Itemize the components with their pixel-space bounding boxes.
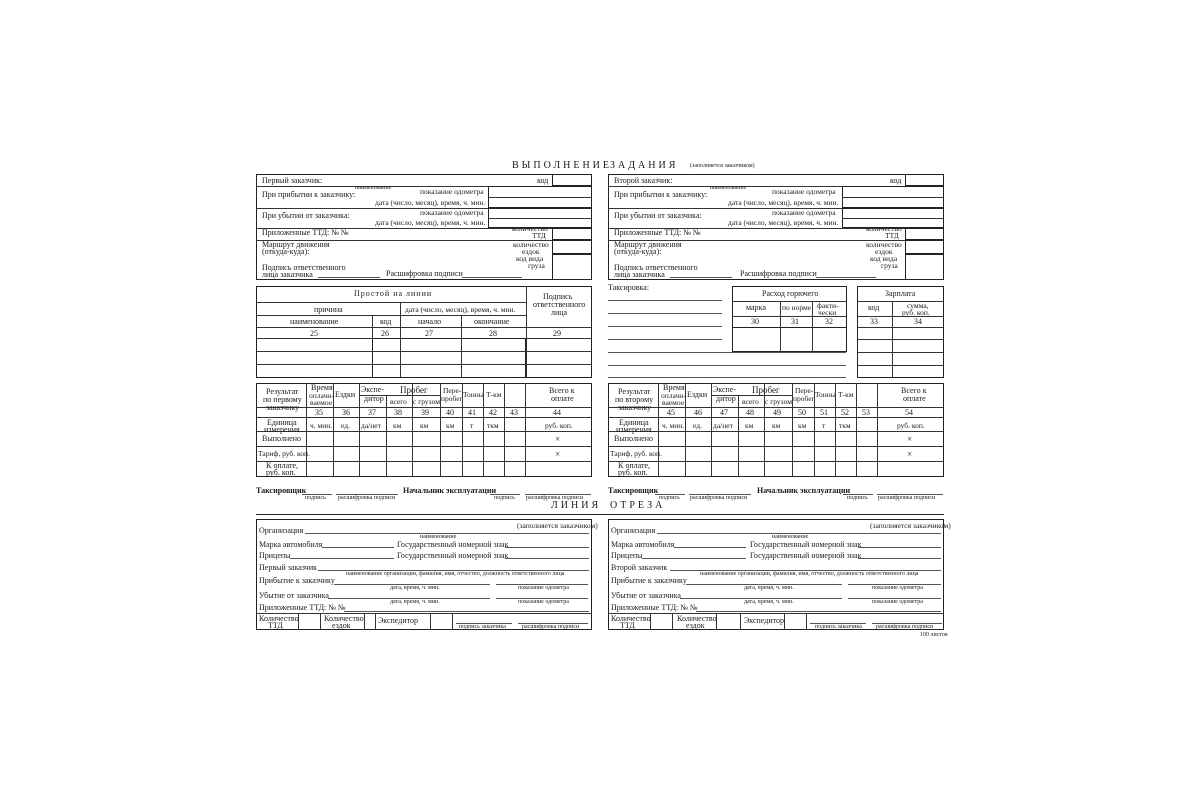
rl-cross-icon: × (555, 449, 561, 459)
rr-cross-icon: × (907, 449, 913, 459)
rr-ezdki: Ездки (687, 390, 708, 399)
rr-u-t: т (822, 421, 826, 430)
rr-eksp2: дитор (716, 394, 736, 403)
cr-naim: наименование (772, 534, 809, 540)
footer-left-podpis2: подпись (494, 495, 515, 501)
cr-odometr: показание одометра (872, 585, 923, 591)
cr-ubytie: Убытие от заказчика (611, 591, 681, 600)
cl-marka: Марка автомобиля (259, 540, 323, 549)
footer-right-podpis2: подпись (847, 495, 868, 501)
footer-left-nach: Начальник эксплуатации (403, 486, 497, 495)
left-customer-title: Первый заказчик: (262, 176, 323, 185)
fuel-n32: 32 (825, 317, 833, 326)
rr-u-danet: да/нет (713, 421, 733, 430)
rr-num: 48 (746, 408, 754, 417)
prostoy-n29: 29 (553, 329, 561, 338)
rl-vsego: всего (390, 397, 407, 406)
cut-line-left: ЛИНИЯ (551, 500, 602, 511)
left-kod-cell (552, 174, 592, 186)
rl-u-ed: ед. (341, 421, 350, 430)
rl-vremya3: ваемое (310, 398, 333, 407)
rl-u-danet: да/нет (361, 421, 381, 430)
cl-kole2: ездок (332, 621, 351, 630)
right-route2: (откуда-куда): (614, 247, 662, 256)
left-datetime2: дата (число, месяц), время, ч. мин. (375, 218, 486, 227)
cr-kol2: ТТД (620, 621, 635, 630)
left-odometer2: показание одометра (420, 208, 484, 217)
rl-cross-icon: × (555, 434, 561, 444)
cr-eksp: Экспедитор (744, 616, 784, 625)
cl-gos: Государственный номерной знак (397, 540, 509, 549)
right-naim: наименование (710, 185, 747, 191)
rr-u-km3: км (798, 421, 807, 430)
cr-kol1: Количество (611, 614, 651, 623)
rl-itog1: Всего к (549, 386, 575, 395)
rl-per2: пробег (441, 394, 463, 403)
prostoy-n26: 26 (381, 329, 389, 338)
rr-num: 47 (720, 408, 728, 417)
left-sign1: Подпись ответственного (262, 263, 346, 272)
rr-num: 53 (862, 408, 870, 417)
cr-zak-note: наименование организации, фамилия, имя, отчество, должность ответственного лица (700, 571, 919, 577)
fuel-fakt2: чески (818, 308, 837, 317)
left-rassh: Расшифровка подписи (386, 269, 463, 278)
right-datetime2: дата (число, месяц), время, ч. мин. (728, 218, 839, 227)
right-departure-label: При убытии от заказчика: (614, 211, 702, 220)
rl-vypolneno: Выполнено (262, 434, 301, 443)
footer-right-nach: Начальник эксплуатации (757, 486, 851, 495)
prostoy-sign2: ответственного (533, 300, 586, 309)
right-ttd-short: ТТД (885, 231, 899, 240)
cut-line (256, 514, 944, 515)
cr-pribytie: Прибытие к заказчику (611, 576, 687, 585)
fuel-marka: марка (746, 303, 766, 312)
rl-h2: по первому (263, 395, 302, 404)
rl-eksp2: дитор (364, 394, 384, 403)
cl-eksp: Экспедитор (378, 616, 418, 625)
cr-note: (заполняется заказчиком) (870, 521, 951, 530)
rr-k-oplate2: руб. коп. (618, 468, 648, 477)
taxirovka-label: Таксировка: (608, 283, 650, 292)
left-ttd-label: Приложенные ТТД: № № (262, 228, 349, 237)
prostoy-nachalo: начало (418, 317, 442, 326)
right-ttd-label: Приложенные ТТД: № № (614, 228, 701, 237)
rr-h2: по второму (615, 395, 654, 404)
rl-num: 43 (510, 408, 518, 417)
rl-k-oplate1: К оплате, (266, 461, 298, 470)
right-kod-vida: код вида (870, 254, 898, 263)
rl-num: 38 (394, 408, 402, 417)
prostoy-okonchanie: окончание (474, 317, 510, 326)
rl-u-km1: км (393, 421, 402, 430)
left-kol-label: количество (512, 224, 548, 233)
rl-num: 40 (446, 408, 454, 417)
rl-probeg: Пробег (400, 385, 428, 395)
cl-gos2: Государственный номерной знак (397, 551, 509, 560)
fuel-fakt1: факти- (817, 301, 839, 310)
rl-num: 39 (421, 408, 429, 417)
footer-left-taks: Таксировщик (256, 486, 307, 495)
prostoy-sign3: лица (551, 308, 568, 317)
rl-u-km2: км (420, 421, 429, 430)
cr-kole1: Количество (677, 614, 717, 623)
cr-odometr2: показание одометра (872, 599, 923, 605)
cr-marka: Марка автомобиля (611, 540, 675, 549)
salary-title: Зарплата (885, 289, 916, 298)
rl-num: 42 (489, 408, 497, 417)
right-kod-label: код (890, 176, 902, 185)
left-ttd-short: ТТД (532, 231, 546, 240)
footer-left-rassh: расшифровка подписи (338, 495, 396, 501)
cl-ubytie: Убытие от заказчика (259, 591, 329, 600)
left-route2: (откуда-куда): (262, 247, 310, 256)
cl-kol1: Количество (259, 614, 299, 623)
right-ezdok-cell[interactable] (905, 240, 944, 254)
right-arrival-label: При прибытии к заказчику: (614, 190, 708, 199)
right-sign2: лица заказчика (614, 270, 665, 279)
right-kol-label: количество (866, 224, 902, 233)
footer-right-rassh2: расшифровка подписи (878, 495, 936, 501)
cr-datetime2: дата, время, ч. мин. (744, 599, 794, 605)
rr-u-km1: км (745, 421, 754, 430)
right-datetime: дата (число, месяц), время, ч. мин. (728, 198, 839, 207)
cl-pribytie: Прибытие к заказчику (259, 576, 335, 585)
right-gruza: груза (881, 261, 898, 270)
prostoy-n27: 27 (425, 329, 433, 338)
rl-ed2: измерения (264, 425, 300, 434)
prostoy-n28: 28 (489, 329, 497, 338)
prostoy-title: Простой на линии (354, 289, 433, 298)
rl-num: 41 (468, 408, 476, 417)
cr-kole2: ездок (686, 621, 705, 630)
prostoy-prichina: причина (314, 305, 343, 314)
rr-per2: пробег (793, 394, 815, 403)
footer-left-rassh2: расшифровка подписи (526, 495, 584, 501)
rl-h3: заказчику (266, 403, 300, 412)
rr-vremya1: Время (663, 383, 685, 392)
cr-pricepy: Прицепы (611, 551, 643, 560)
rr-cross-icon: × (907, 434, 913, 444)
fuel-po-norme: по норме (782, 303, 812, 312)
footer-right-rassh: расшифровка подписи (690, 495, 748, 501)
left-kol2: количество (513, 240, 549, 249)
rl-s-gruzom: с грузом (413, 397, 440, 406)
fuel-title: Расход горючего (762, 289, 819, 298)
prostoy-naim: наименование (290, 317, 339, 326)
footer-left-podpis: подпись (305, 495, 326, 501)
rl-eksp1: Экспе- (361, 385, 385, 394)
cr-podpis: подпись заказчика (815, 624, 862, 630)
rr-probeg: Пробег (752, 385, 780, 395)
cl-odometr: показание одометра (518, 585, 569, 591)
left-datetime: дата (число, месяц), время, ч. мин. (375, 198, 486, 207)
rr-num: 50 (798, 408, 806, 417)
rl-tonny: Тонны (463, 390, 484, 399)
fuel-n30: 30 (751, 317, 759, 326)
rl-tkm: Т-км (486, 390, 502, 399)
rr-vypolneno: Выполнено (614, 434, 653, 443)
cr-gos: Государственный номерной знак (750, 540, 862, 549)
cl-datetime2: дата, время, ч. мин. (390, 599, 440, 605)
rl-tarif: Тариф, руб. коп. (258, 449, 310, 458)
footer-right-taks: Таксировщик (608, 486, 659, 495)
cl-zakazchik: Первый заказчик (259, 563, 317, 572)
rr-num: 49 (773, 408, 781, 417)
left-ezdok: ездок (522, 247, 540, 256)
rl-num: 36 (342, 408, 350, 417)
rl-ed1: Единица (267, 418, 297, 427)
left-sign2: лица заказчика (262, 270, 313, 279)
left-arrival-label: При прибытии к заказчику: (262, 190, 356, 199)
cl-note: (заполняется заказчиком) (517, 521, 598, 530)
rl-num: 35 (315, 408, 323, 417)
salary-kod: код (868, 303, 880, 312)
rl-u-km3: км (446, 421, 455, 430)
rl-vremya1: Время (311, 383, 333, 392)
rr-u-km2: км (772, 421, 781, 430)
right-customer-title: Второй заказчик: (614, 176, 673, 185)
heading-right: ЗАДАНИЯ (610, 160, 679, 171)
left-kod-label: код (537, 176, 549, 185)
cl-ttd: Приложенные ТТД: № № (259, 603, 346, 612)
rl-h1: Результат (266, 387, 299, 396)
rr-vremya3: ваемое (662, 398, 685, 407)
rr-ed1: Единица (619, 418, 649, 427)
rr-itog2: оплате (903, 394, 926, 403)
rl-vremya2: оплачи- (309, 391, 334, 400)
right-sign1: Подпись ответственного (614, 263, 698, 272)
rr-vsego: всего (742, 397, 759, 406)
rr-k-oplate1: К оплате, (618, 461, 650, 470)
cl-kole1: Количество (324, 614, 364, 623)
right-gruz-cell[interactable] (905, 254, 944, 280)
rr-per1: Пере- (795, 386, 814, 395)
cr-ttd: Приложенные ТТД: № № (611, 603, 698, 612)
rl-num: 44 (553, 408, 561, 417)
rr-tkm: Т-км (838, 390, 854, 399)
rr-ed2: измерения (616, 425, 652, 434)
right-kol2: количество (866, 240, 902, 249)
cl-podpis: подпись заказчика (459, 624, 506, 630)
left-gruza: груза (528, 261, 545, 270)
right-ttd-cell[interactable] (905, 228, 944, 240)
fuel-entry[interactable] (732, 327, 847, 352)
rr-num: 52 (841, 408, 849, 417)
right-ezdok: ездок (875, 247, 893, 256)
fuel-n31: 31 (791, 317, 799, 326)
cl-odometr2: показание одометра (518, 599, 569, 605)
left-route1: Маршрут движения (262, 240, 330, 249)
prostoy-datetime: дата (число, месяц), время, ч. мин. (405, 305, 516, 314)
rr-num: 51 (820, 408, 828, 417)
right-kod-cell (905, 174, 944, 186)
cut-line-right: ОТРЕЗА (610, 500, 666, 511)
cl-kol2: ТТД (268, 621, 283, 630)
rr-h3: заказчику (618, 403, 652, 412)
rr-num: 45 (667, 408, 675, 417)
left-kod-vida: код вида (516, 254, 544, 263)
salary-summa1: сумма, (907, 301, 929, 310)
right-odometer: показание одометра (772, 187, 836, 196)
left-odometer: показание одометра (420, 187, 484, 196)
cl-datetime: дата, время, ч. мин. (390, 585, 440, 591)
rl-u-min: ч. мин. (310, 421, 333, 430)
rr-u-min: ч. мин. (662, 421, 685, 430)
cl-naim: наименование (420, 534, 457, 540)
cl-pricepy: Прицепы (259, 551, 291, 560)
rr-itog1: Всего к (901, 386, 927, 395)
rl-ezdki: Ездки (335, 390, 356, 399)
left-gruz-cell[interactable] (552, 254, 592, 280)
cr-datetime: дата, время, ч. мин. (744, 585, 794, 591)
left-naim: наименование (355, 185, 392, 191)
heading-left: ВЫПОЛНЕНИЕ (512, 160, 612, 171)
prostoy-n25: 25 (310, 329, 318, 338)
rr-num: 46 (694, 408, 702, 417)
salary-n33: 33 (870, 317, 878, 326)
salary-summa2: руб. коп. (902, 308, 930, 317)
rl-u-tkm: ткм (487, 421, 499, 430)
rr-u-tkm: ткм (839, 421, 851, 430)
prostoy-sign1: Подпись (543, 292, 573, 301)
rl-u-t: т (470, 421, 474, 430)
print-note: 100 листов (920, 632, 948, 638)
rr-num: 54 (905, 408, 913, 417)
rr-u-rub: руб. коп. (897, 421, 925, 430)
rr-tonny: Тонны (815, 390, 836, 399)
rr-u-ed: ед. (693, 421, 702, 430)
rr-tarif: Тариф, руб. коп. (610, 449, 662, 458)
rr-vremya2: оплачи- (661, 391, 686, 400)
cr-gos2: Государственный номерной знак (750, 551, 862, 560)
cr-org: Организация (611, 526, 656, 535)
rr-eksp1: Экспе- (713, 385, 737, 394)
rl-u-rub: руб. коп. (545, 421, 573, 430)
left-ttd-cell[interactable] (552, 228, 592, 240)
left-departure-label: При убытии от заказчика: (262, 211, 350, 220)
right-odometer2: показание одометра (772, 208, 836, 217)
right-rassh: Расшифровка подписи (740, 269, 817, 278)
salary-n34: 34 (914, 317, 922, 326)
cl-rassh: расшифровка подписи (522, 624, 580, 630)
rl-k-oplate2: руб. коп. (266, 468, 296, 477)
cr-zakazchik: Второй заказчик (611, 563, 668, 572)
prostoy-kod: код (380, 317, 392, 326)
rl-itog2: оплате (551, 394, 574, 403)
cl-zak-note: наименование организации, фамилия, имя, отчество, должность ответственного лица (346, 571, 565, 577)
cr-rassh: расшифровка подписи (876, 624, 934, 630)
heading-note: (заполняется заказчиком) (690, 163, 755, 169)
rl-per1: Пере- (443, 386, 462, 395)
cl-org: Организация (259, 526, 304, 535)
rr-h1: Результат (618, 387, 651, 396)
left-ezdok-cell[interactable] (552, 240, 592, 254)
rr-s-gruzom: с грузом (765, 397, 792, 406)
footer-right-podpis: подпись (659, 495, 680, 501)
prostoy-entry-block[interactable] (372, 338, 526, 378)
rl-num: 37 (368, 408, 376, 417)
right-route1: Маршрут движения (614, 240, 682, 249)
